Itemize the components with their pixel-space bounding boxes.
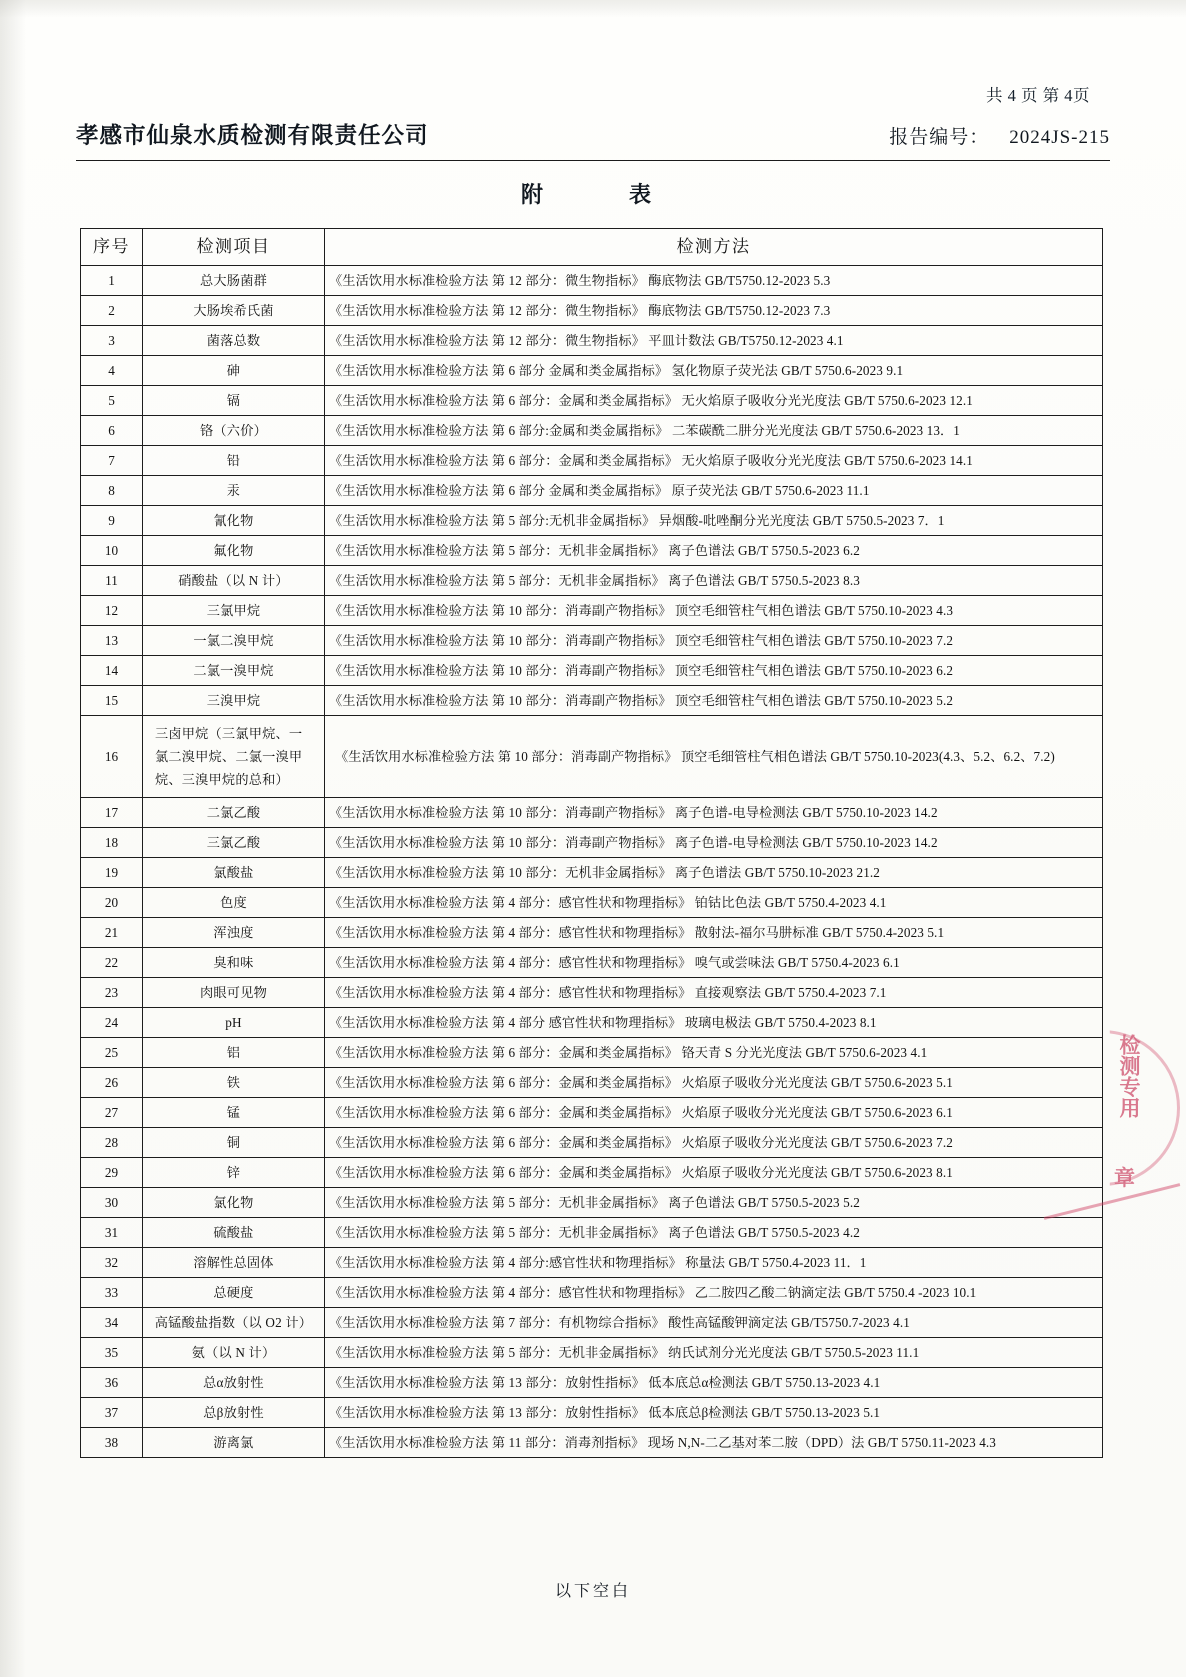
- table-header-row: [81, 229, 1103, 266]
- cell-method: 《生活饮用水标准检验方法 第 5 部分：无机非金属指标》 离子色谱法 GB/T 5750.5-2023 6.2: [325, 536, 1103, 566]
- cell-no: 23: [81, 978, 143, 1008]
- cell-no: 37: [81, 1398, 143, 1428]
- cell-method: 《生活饮用水标准检验方法 第 12 部分：微生物指标》 酶底物法 GB/T5750.12-2023 5.3: [325, 266, 1103, 296]
- cell-item: 氰化物: [143, 506, 325, 536]
- table-row: [81, 326, 1103, 356]
- cell-method: 《生活饮用水标准检验方法 第 5 部分:无机非金属指标》 异烟酸-吡唑酮分光光度法 GB/T 5750.5-2023 7．1: [325, 506, 1103, 536]
- cell-no: 13: [81, 626, 143, 656]
- cell-item: 色度: [143, 888, 325, 918]
- cell-no: 1: [81, 266, 143, 296]
- cell-method: 《生活饮用水标准检验方法 第 6 部分:金属和类金属指标》 二苯碳酰二肼分光光度法 GB/T 5750.6-2023 13．1: [325, 416, 1103, 446]
- page-indicator: 共 4 页 第 4页: [986, 86, 1090, 105]
- cell-no: 2: [81, 296, 143, 326]
- cell-no: 4: [81, 356, 143, 386]
- cell-method: 《生活饮用水标准检验方法 第 5 部分：无机非金属指标》 离子色谱法 GB/T 5750.5-2023 4.2: [325, 1218, 1103, 1248]
- cell-method: 《生活饮用水标准检验方法 第 13 部分：放射性指标》 低本底总β检测法 GB/T 5750.13-2023 5.1: [325, 1398, 1103, 1428]
- cell-item: 总β放射性: [143, 1398, 325, 1428]
- table-row: [81, 386, 1103, 416]
- cell-item: 镉: [143, 386, 325, 416]
- cell-no: 28: [81, 1128, 143, 1158]
- cell-item: 二氯一溴甲烷: [143, 656, 325, 686]
- cell-no: 16: [81, 716, 143, 798]
- cell-no: 22: [81, 948, 143, 978]
- cell-item: 锌: [143, 1158, 325, 1188]
- cell-method: 《生活饮用水标准检验方法 第 6 部分：金属和类金属指标》 火焰原子吸收分光光度法 GB/T 5750.6-2023 8.1: [325, 1158, 1103, 1188]
- table-row: [81, 1128, 1103, 1158]
- cell-item: 铬（六价）: [143, 416, 325, 446]
- cell-item: 铁: [143, 1068, 325, 1098]
- cell-method: 《生活饮用水标准检验方法 第 11 部分：消毒剂指标》 现场 N,N-二乙基对苯二胺（DPD）法 GB/T 5750.11-2023 4.3: [325, 1428, 1103, 1458]
- cell-method: 《生活饮用水标准检验方法 第 4 部分:感官性状和物理指标》 称量法 GB/T 5750.4-2023 11．1: [325, 1248, 1103, 1278]
- cell-method: 《生活饮用水标准检验方法 第 10 部分：消毒副产物指标》 顶空毛细管柱气相色谱法 GB/T 5750.10-2023 6.2: [325, 656, 1103, 686]
- table-row: [81, 1398, 1103, 1428]
- column-header-item: 检测项目: [143, 229, 325, 266]
- cell-item: 三溴甲烷: [143, 686, 325, 716]
- cell-item: pH: [143, 1008, 325, 1038]
- stamp-text-secondary: 章: [1114, 1166, 1135, 1190]
- table-row: [81, 296, 1103, 326]
- table-row: [81, 266, 1103, 296]
- cell-no: 10: [81, 536, 143, 566]
- cell-method: 《生活饮用水标准检验方法 第 6 部分：金属和类金属指标》 无火焰原子吸收分光光度法 GB/T 5750.6-2023 14.1: [325, 446, 1103, 476]
- cell-no: 25: [81, 1038, 143, 1068]
- cell-item: 臭和味: [143, 948, 325, 978]
- cell-method: 《生活饮用水标准检验方法 第 6 部分 金属和类金属指标》 氢化物原子荧光法 GB/T 5750.6-2023 9.1: [325, 356, 1103, 386]
- cell-item: 三氯甲烷: [143, 596, 325, 626]
- cell-item: 溶解性总固体: [143, 1248, 325, 1278]
- cell-item: 汞: [143, 476, 325, 506]
- cell-no: 17: [81, 798, 143, 828]
- table-row: [81, 416, 1103, 446]
- cell-method: 《生活饮用水标准检验方法 第 10 部分：消毒副产物指标》 离子色谱-电导检测法 GB/T 5750.10-2023 14.2: [325, 798, 1103, 828]
- header-divider: [76, 160, 1110, 161]
- table-row: [81, 506, 1103, 536]
- cell-item: 锰: [143, 1098, 325, 1128]
- cell-no: 27: [81, 1098, 143, 1128]
- cell-method: 《生活饮用水标准检验方法 第 6 部分：金属和类金属指标》 火焰原子吸收分光光度法 GB/T 5750.6-2023 7.2: [325, 1128, 1103, 1158]
- cell-method: 《生活饮用水标准检验方法 第 4 部分：感官性状和物理指标》 铂钴比色法 GB/T 5750.4-2023 4.1: [325, 888, 1103, 918]
- cell-method: 《生活饮用水标准检验方法 第 6 部分：金属和类金属指标》 无火焰原子吸收分光光度法 GB/T 5750.6-2023 12.1: [325, 386, 1103, 416]
- cell-method: 《生活饮用水标准检验方法 第 6 部分：金属和类金属指标》 铬天青 S 分光光度法 GB/T 5750.6-2023 4.1: [325, 1038, 1103, 1068]
- cell-no: 3: [81, 326, 143, 356]
- cell-method: 《生活饮用水标准检验方法 第 10 部分：消毒副产物指标》 离子色谱-电导检测法 GB/T 5750.10-2023 14.2: [325, 828, 1103, 858]
- cell-item: 总硬度: [143, 1278, 325, 1308]
- cell-no: 5: [81, 386, 143, 416]
- cell-no: 6: [81, 416, 143, 446]
- cell-no: 35: [81, 1338, 143, 1368]
- table-row: [81, 1188, 1103, 1218]
- cell-method: 《生活饮用水标准检验方法 第 4 部分：感官性状和物理指标》 乙二胺四乙酸二钠滴定法 GB/T 5750.4 -2023 10.1: [325, 1278, 1103, 1308]
- cell-item: 砷: [143, 356, 325, 386]
- cell-method: 《生活饮用水标准检验方法 第 10 部分：消毒副产物指标》 顶空毛细管柱气相色谱法 GB/T 5750.10-2023 7.2: [325, 626, 1103, 656]
- cell-no: 24: [81, 1008, 143, 1038]
- cell-method: 《生活饮用水标准检验方法 第 10 部分：消毒副产物指标》 顶空毛细管柱气相色谱法 GB/T 5750.10-2023 5.2: [325, 686, 1103, 716]
- cell-item: 游离氯: [143, 1428, 325, 1458]
- cell-method: 《生活饮用水标准检验方法 第 4 部分：感官性状和物理指标》 嗅气或尝味法 GB/T 5750.4-2023 6.1: [325, 948, 1103, 978]
- table-row: [81, 1098, 1103, 1128]
- cell-item: 氯酸盐: [143, 858, 325, 888]
- table-row: [81, 1158, 1103, 1188]
- cell-item: 铜: [143, 1128, 325, 1158]
- table-row: [81, 1008, 1103, 1038]
- report-number-value: 2024JS-215: [1009, 127, 1110, 148]
- cell-no: 7: [81, 446, 143, 476]
- cell-item: 大肠埃希氏菌: [143, 296, 325, 326]
- table-row: [81, 656, 1103, 686]
- cell-no: 33: [81, 1278, 143, 1308]
- cell-item: 二氯乙酸: [143, 798, 325, 828]
- test-methods-table: [80, 228, 1103, 1458]
- report-number-block: [889, 122, 1110, 149]
- cell-no: 36: [81, 1368, 143, 1398]
- cell-method: 《生活饮用水标准检验方法 第 6 部分 金属和类金属指标》 原子荧光法 GB/T 5750.6-2023 11.1: [325, 476, 1103, 506]
- cell-item: 高锰酸盐指数（以 O2 计）: [143, 1308, 325, 1338]
- column-header-no: 序号: [81, 229, 143, 266]
- cell-no: 29: [81, 1158, 143, 1188]
- cell-no: 19: [81, 858, 143, 888]
- report-number-label: 报告编号：: [889, 127, 990, 148]
- cell-no: 30: [81, 1188, 143, 1218]
- table-row: [81, 1308, 1103, 1338]
- cell-item: 一氯二溴甲烷: [143, 626, 325, 656]
- cell-item: 氟化物: [143, 536, 325, 566]
- table-row: [81, 978, 1103, 1008]
- cell-no: 34: [81, 1308, 143, 1338]
- cell-item: 菌落总数: [143, 326, 325, 356]
- stamp-text-primary: 检测专用: [1117, 1034, 1141, 1118]
- document-header: [76, 118, 1110, 150]
- cell-item: 浑浊度: [143, 918, 325, 948]
- table-row: [81, 888, 1103, 918]
- table-row: [81, 1278, 1103, 1308]
- cell-item: 铝: [143, 1038, 325, 1068]
- cell-item: 硝酸盐（以 N 计）: [143, 566, 325, 596]
- cell-item: 氨（以 N 计）: [143, 1338, 325, 1368]
- cell-item: 肉眼可见物: [143, 978, 325, 1008]
- table-row: [81, 1068, 1103, 1098]
- cell-no: 18: [81, 828, 143, 858]
- cell-method: 《生活饮用水标准检验方法 第 13 部分：放射性指标》 低本底总α检测法 GB/T 5750.13-2023 4.1: [325, 1368, 1103, 1398]
- table-row: [81, 948, 1103, 978]
- cell-no: 31: [81, 1218, 143, 1248]
- table-row: [81, 1368, 1103, 1398]
- cell-no: 21: [81, 918, 143, 948]
- cell-no: 9: [81, 506, 143, 536]
- cell-method: 《生活饮用水标准检验方法 第 6 部分：金属和类金属指标》 火焰原子吸收分光光度法 GB/T 5750.6-2023 5.1: [325, 1068, 1103, 1098]
- table-row: [81, 536, 1103, 566]
- table-row: [81, 798, 1103, 828]
- table-body: [81, 266, 1103, 1458]
- cell-method: 《生活饮用水标准检验方法 第 4 部分：感官性状和物理指标》 散射法-福尔马肼标准 GB/T 5750.4-2023 5.1: [325, 918, 1103, 948]
- table-row: [81, 356, 1103, 386]
- cell-item: 硫酸盐: [143, 1218, 325, 1248]
- column-header-method: 检测方法: [325, 229, 1103, 266]
- table-row: [81, 596, 1103, 626]
- table-row: [81, 1248, 1103, 1278]
- cell-no: 8: [81, 476, 143, 506]
- cell-method: 《生活饮用水标准检验方法 第 5 部分：无机非金属指标》 离子色谱法 GB/T 5750.5-2023 8.3: [325, 566, 1103, 596]
- cell-item: 三氯乙酸: [143, 828, 325, 858]
- cell-item: 氯化物: [143, 1188, 325, 1218]
- page-edge-shadow-top: [0, 0, 1186, 18]
- table-row: [81, 858, 1103, 888]
- cell-method: 《生活饮用水标准检验方法 第 7 部分：有机物综合指标》 酸性高锰酸钾滴定法 GB/T5750.7-2023 4.1: [325, 1308, 1103, 1338]
- table-row: [81, 1218, 1103, 1248]
- cell-method: 《生活饮用水标准检验方法 第 4 部分 感官性状和物理指标》 玻璃电极法 GB/T 5750.4-2023 8.1: [325, 1008, 1103, 1038]
- cell-method: 《生活饮用水标准检验方法 第 4 部分：感官性状和物理指标》 直接观察法 GB/T 5750.4-2023 7.1: [325, 978, 1103, 1008]
- table-row: [81, 686, 1103, 716]
- cell-method: 《生活饮用水标准检验方法 第 10 部分：消毒副产物指标》 顶空毛细管柱气相色谱法 GB/T 5750.10-2023 4.3: [325, 596, 1103, 626]
- table-row: [81, 446, 1103, 476]
- cell-item: 铅: [143, 446, 325, 476]
- table-row: [81, 1428, 1103, 1458]
- company-name: 孝感市仙泉水质检测有限责任公司: [76, 123, 429, 148]
- table-row: [81, 1038, 1103, 1068]
- table-row: [81, 566, 1103, 596]
- cell-method: 《生活饮用水标准检验方法 第 12 部分：微生物指标》 平皿计数法 GB/T5750.12-2023 4.1: [325, 326, 1103, 356]
- page-title: 附 表: [520, 182, 665, 207]
- cell-method: 《生活饮用水标准检验方法 第 10 部分：无机非金属指标》 离子色谱法 GB/T 5750.10-2023 21.2: [325, 858, 1103, 888]
- cell-no: 15: [81, 686, 143, 716]
- cell-method: 《生活饮用水标准检验方法 第 10 部分：消毒副产物指标》 顶空毛细管柱气相色谱法 GB/T 5750.10-2023(4.3、5.2、6.2、7.2): [325, 716, 1103, 798]
- table-row: [81, 1338, 1103, 1368]
- cell-item: 总α放射性: [143, 1368, 325, 1398]
- cell-item: 总大肠菌群: [143, 266, 325, 296]
- cell-no: 38: [81, 1428, 143, 1458]
- cell-method: 《生活饮用水标准检验方法 第 5 部分：无机非金属指标》 离子色谱法 GB/T 5750.5-2023 5.2: [325, 1188, 1103, 1218]
- footer-note: 以下空白: [554, 1583, 631, 1600]
- table-row: [81, 626, 1103, 656]
- table-row: [81, 918, 1103, 948]
- cell-method: 《生活饮用水标准检验方法 第 12 部分：微生物指标》 酶底物法 GB/T5750.12-2023 7.3: [325, 296, 1103, 326]
- page-edge-shadow-left: [0, 0, 26, 1677]
- table-row: [81, 476, 1103, 506]
- table-row: [81, 716, 1103, 798]
- cell-no: 12: [81, 596, 143, 626]
- cell-no: 14: [81, 656, 143, 686]
- cell-item: 三卤甲烷（三氯甲烷、一氯二溴甲烷、二氯一溴甲烷、三溴甲烷的总和）: [143, 716, 325, 798]
- cell-method: 《生活饮用水标准检验方法 第 5 部分：无机非金属指标》 纳氏试剂分光光度法 GB/T 5750.5-2023 11.1: [325, 1338, 1103, 1368]
- table-row: [81, 828, 1103, 858]
- cell-no: 20: [81, 888, 143, 918]
- cell-no: 11: [81, 566, 143, 596]
- cell-no: 32: [81, 1248, 143, 1278]
- cell-no: 26: [81, 1068, 143, 1098]
- cell-method: 《生活饮用水标准检验方法 第 6 部分：金属和类金属指标》 火焰原子吸收分光光度法 GB/T 5750.6-2023 6.1: [325, 1098, 1103, 1128]
